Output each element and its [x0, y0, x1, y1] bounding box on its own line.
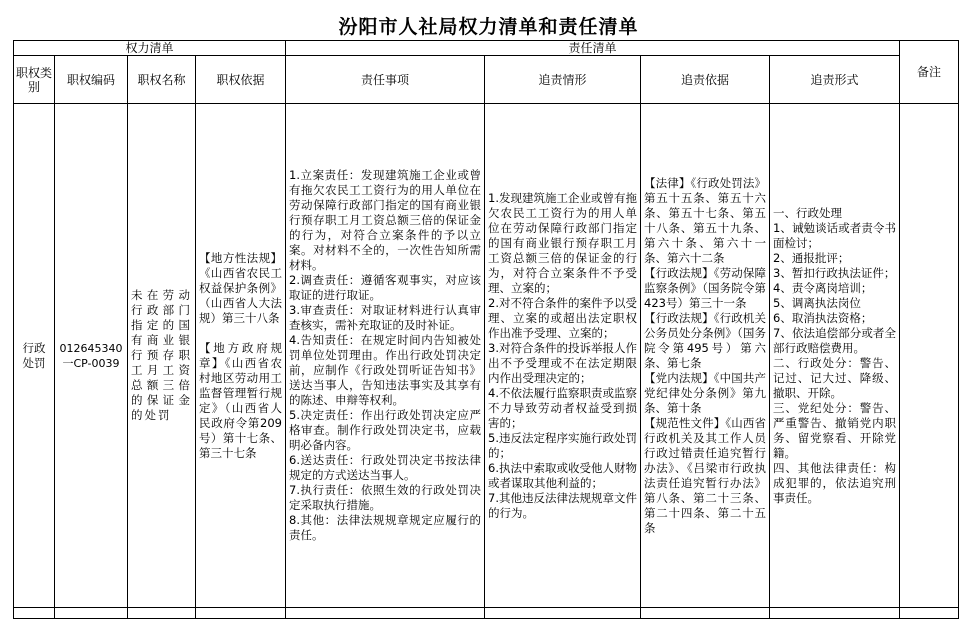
accountability-basis-header: 追责依据	[641, 56, 770, 104]
accountability-forms-header: 追责形式	[770, 56, 900, 104]
duties-header: 责任事项	[286, 56, 485, 104]
category-cell: 行政处罚	[22, 340, 46, 370]
table-row	[14, 104, 959, 608]
power-list-header: 权力清单	[14, 41, 286, 56]
accountability-forms-cell: 一、行政处理 1、诫勉谈话或者责令书面检讨； 2、通报批评； 3、暂扣行政执法证件； 4、责令离岗培训； 5、调离执法岗位 6、取消执法资格； 7、依法追偿部分或者全部行政赔偿费用。 二、行政处分：警告、记过、记大过、降级、撤职、开除。 三、党纪处分：警告、严重警告、撤销党内职务、留党察看、开除党籍。 四、其他法律责任：构成犯罪的，依法追究刑事责任。	[773, 205, 896, 505]
basis-header: 职权依据	[196, 56, 286, 104]
accountability-basis-cell: 【法律】《行政处罚法》第五十五条、第五十六条、第五十七条、第五十八条、第五十九条、第六十条、第六十一条、第六十二条 【行政法规】《劳动保障监察条例》（国务院令第423号）第三十一条 【行政法规】《行政机关公务员处分条例》（国务院令第495号）第六条、第七条 【党内法规】《中国共产党纪律处分条例》第九条、第十条 【规范性文件】《山西省行政机关及其工作人员行政过错责任追究暂行办法》、《吕梁市行政执法责任追究暂行办法》第八条、第二十三条、第二十四条、第二十五条	[644, 175, 766, 535]
code-header: 职权编码	[55, 56, 128, 104]
category-header: 职权类别	[14, 56, 55, 104]
accountability-cases-header: 追责情形	[485, 56, 641, 104]
responsibility-list-header: 责任清单	[286, 41, 900, 56]
accountability-cases-cell: 1.发现建筑施工企业或曾有拖欠农民工工资行为的用人单位在劳动保障行政部门指定的国有商业银行预存职工月工资总额三倍的保证金的行为，对符合立案条件不予受理、立案的； 2.对不符合条件的案件予以受理、立案的或超出法定职权作出准予受理、立案的； 3.对符合条件的投诉举报人作出不予受理或不在法定期限内作出受理决定的； 4.不依法履行监察职责或监察不力导致劳动者权益受到损害的； 5.违反法定程序实施行政处罚的； 6.执法中索取或收受他人财物或者谋取其他利益的； 7.其他违反法律法规规章文件的行为。	[488, 190, 637, 520]
duties-cell: 1.立案责任：发现建筑施工企业或曾有拖欠农民工工资行为的用人单位在劳动保障行政部门指定的国有商业银行预存职工月工资总额三倍的保证金的行为，对符合立案条件的予以立案。对材料不全的，一次性告知所需材料。 2.调查责任：遵循客观事实，对应该取证的进行取证。 3.审查责任：对取证材料进行认真审查核实，需补充取证的及时补证。 4.告知责任：在规定时间内告知被处罚单位处罚理由。作出行政处罚决定前，应制作《行政处罚听证告知书》送达当事人，告知违法事实及其享有的陈述、申辩等权利。 5.决定责任：作出行政处罚决定应严格审查。制作行政处罚决定书，应载明必备内容。 6.送达责任：行政处罚决定书按法律规定的方式送达当事人。 7.执行责任：依照生效的行政处罚决定采取执行措施。 8.其他：法律法规规章规定应履行的责任。	[289, 168, 481, 542]
basis-cell: 【地方性法规】《山西省农民工权益保护条例》（山西省人大法规）第三十八条 【地方政府规章】《山西省农村地区劳动用工监督管理暂行规定》（山西省人民政府令第209号）第十七条、第三十七条	[199, 250, 282, 460]
power-responsibility-table	[13, 40, 959, 619]
name-header: 职权名称	[128, 56, 196, 104]
code-cell: 012645340一CP-0039	[59, 341, 123, 370]
page-title: 汾阳市人社局权力清单和责任清单	[338, 16, 639, 38]
name-cell: 未在劳动行政部门指定的国有商业银行预存职工月工资总额三倍的保证金的处罚	[131, 288, 192, 422]
remarks-header: 备注	[900, 41, 959, 104]
